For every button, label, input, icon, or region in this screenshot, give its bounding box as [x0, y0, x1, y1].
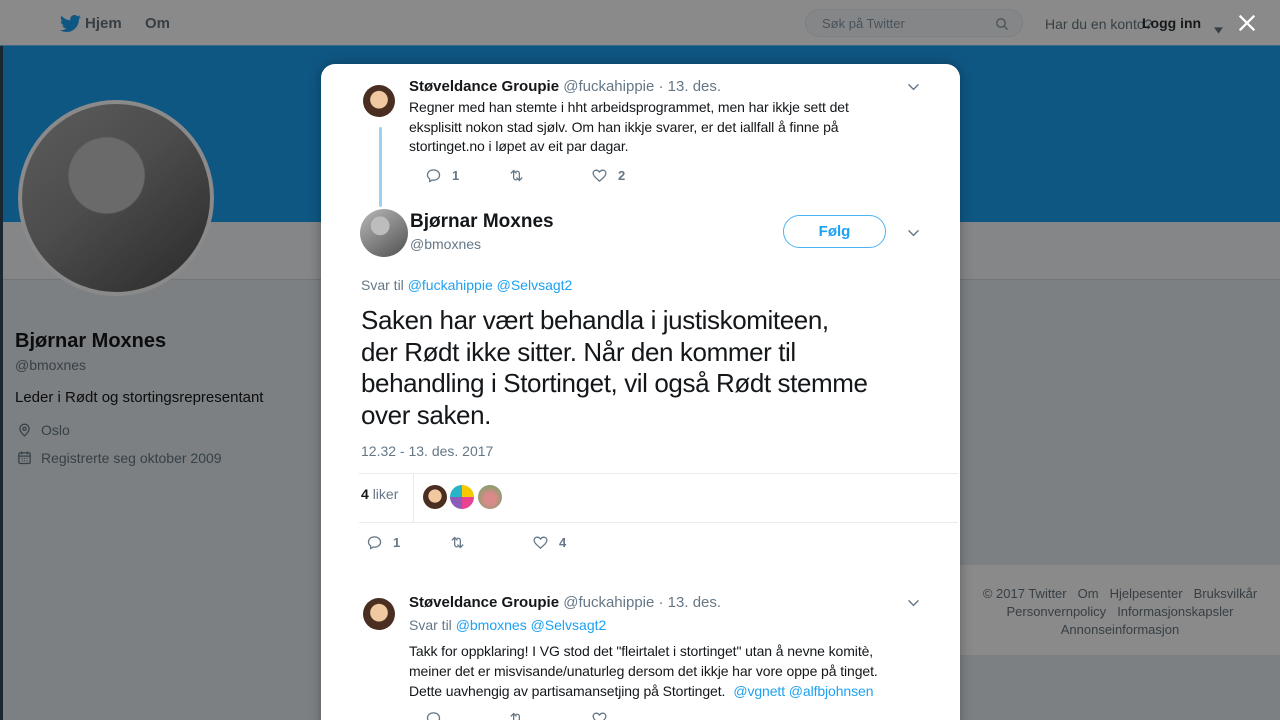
tweet2-reply-to-line	[409, 617, 606, 633]
profile-bio: Leder i Rødt og stortingsrepresentant	[15, 389, 264, 406]
reply-icon	[366, 534, 383, 551]
main-reply-action[interactable]: 1	[366, 534, 449, 551]
liker-avatar-2[interactable]	[450, 485, 474, 509]
tweet1-date[interactable]: · 13. des.	[658, 78, 722, 95]
nav-item-home[interactable]: Hjem	[85, 15, 122, 32]
divider	[359, 473, 958, 474]
divider	[359, 522, 958, 523]
tweet2-mentions[interactable]: @vgnett @alfbjohnsen	[733, 683, 874, 699]
tweet2-retweet-action[interactable]	[508, 710, 591, 720]
account-question-text: Har du en konto?	[1045, 16, 1153, 32]
tweet1-text: Regner med han stemte i hht arbeidsprogrammet, men har ikkje sett det eksplisitt nokon stad sjølv. Om han ikkje svarer, er det iallfall å finne på stortinget.no i løpet av eit par dagar.	[409, 99, 849, 154]
likes-summary[interactable]: 4 liker	[361, 486, 399, 502]
main-tweet-text: Saken har vært behandla i justiskomiteen, der Rødt ikke sitter. Når den kommer til behandling i Stortinget, vil også Rødt stemme over saken.	[361, 305, 868, 430]
nav-item-about[interactable]: Om	[145, 15, 171, 32]
close-icon[interactable]	[1235, 12, 1259, 36]
tweet2-reply-to-mentions[interactable]: @bmoxnes @Selvsagt2	[455, 617, 607, 633]
main-reply-to-mentions[interactable]: @fuckahippie @Selvsagt2	[407, 277, 573, 293]
tweet2-handle[interactable]: @fuckahippie	[563, 594, 655, 611]
main-tweet-display-name[interactable]: Bjørnar Moxnes	[410, 211, 554, 232]
tweet1-like-action[interactable]: 2	[591, 167, 674, 184]
tweet2-display-name[interactable]: Støveldance Groupie	[409, 594, 560, 611]
tweet1-action-row	[425, 167, 674, 184]
tweet1-chevron-down-icon[interactable]	[905, 78, 922, 95]
main-tweet-handle[interactable]: @bmoxnes	[410, 236, 482, 252]
thread-connector-line	[379, 127, 382, 207]
footer-link-om[interactable]: Om	[1077, 586, 1099, 601]
main-like-action[interactable]: 4	[532, 534, 615, 551]
reply-to-label: Svar til	[409, 617, 452, 633]
tweet2-like-action[interactable]	[591, 710, 674, 720]
tweet1-retweet-action[interactable]	[508, 167, 591, 184]
heart-icon	[591, 710, 608, 720]
tweet1-reply-action[interactable]: 1	[425, 167, 508, 184]
main-tweet-avatar[interactable]	[360, 209, 408, 257]
login-button[interactable]: Logg inn	[1142, 15, 1202, 31]
tweet2-chevron-down-icon[interactable]	[905, 594, 922, 611]
profile-name: Bjørnar Moxnes	[15, 330, 167, 352]
heart-icon	[591, 167, 608, 184]
footer-copyright: © 2017 Twitter	[982, 586, 1067, 601]
tweet2-avatar[interactable]	[363, 598, 395, 630]
reply-icon	[425, 167, 442, 184]
footer-link-help[interactable]: Hjelpesenter	[1109, 586, 1183, 601]
tweet2-date[interactable]: · 13. des.	[658, 594, 722, 611]
liker-avatar-3[interactable]	[478, 485, 502, 509]
main-retweet-action[interactable]	[449, 534, 532, 551]
main-action-row	[366, 534, 615, 551]
tweet-timestamp: 12.32 - 13. des. 2017	[361, 443, 494, 459]
retweet-icon	[508, 710, 525, 720]
main-tweet-chevron-down-icon[interactable]	[905, 224, 922, 241]
likes-separator	[413, 474, 414, 522]
reply-to-label: Svar til	[361, 277, 404, 293]
tweet-detail-modal	[321, 64, 960, 720]
retweet-icon	[449, 534, 466, 551]
footer-link-cookies[interactable]: Informasjonskapsler	[1117, 604, 1234, 619]
tweet1-name-row[interactable]	[409, 78, 721, 95]
profile-location: Oslo	[41, 421, 70, 438]
profile-joined: Registrerte seg oktober 2009	[41, 449, 222, 466]
tweet2-text: Takk for oppklaring! I VG stod det "fleirtalet i stortinget" utan å nevne komitè, meiner det er misvisande/unaturleg dersom det ikkje har vore oppe på tinget. Dette uavhengig av partisamansetjing på Stortinget. @vgnett @alfbjohnsen	[409, 643, 878, 699]
follow-button[interactable]: Følg	[783, 215, 886, 248]
profile-handle: @bmoxnes	[15, 357, 87, 373]
tweet1-avatar[interactable]	[363, 85, 395, 117]
reply-icon	[425, 710, 442, 720]
heart-icon	[532, 534, 549, 551]
tweet2-reply-action[interactable]	[425, 710, 508, 720]
tweet2-name-row[interactable]	[409, 594, 721, 611]
retweet-icon	[508, 167, 525, 184]
tweet1-display-name[interactable]: Støveldance Groupie	[409, 78, 560, 95]
tweet1-handle[interactable]: @fuckahippie	[563, 78, 655, 95]
footer-link-ads[interactable]: Annonseinformasjon	[1060, 622, 1180, 637]
footer-link-terms[interactable]: Bruksvilkår	[1193, 586, 1258, 601]
footer-link-privacy[interactable]: Personvernpolicy	[1006, 604, 1107, 619]
main-reply-to-line	[361, 277, 572, 293]
tweet2-action-row	[425, 710, 674, 720]
liker-avatar-1[interactable]	[423, 485, 447, 509]
